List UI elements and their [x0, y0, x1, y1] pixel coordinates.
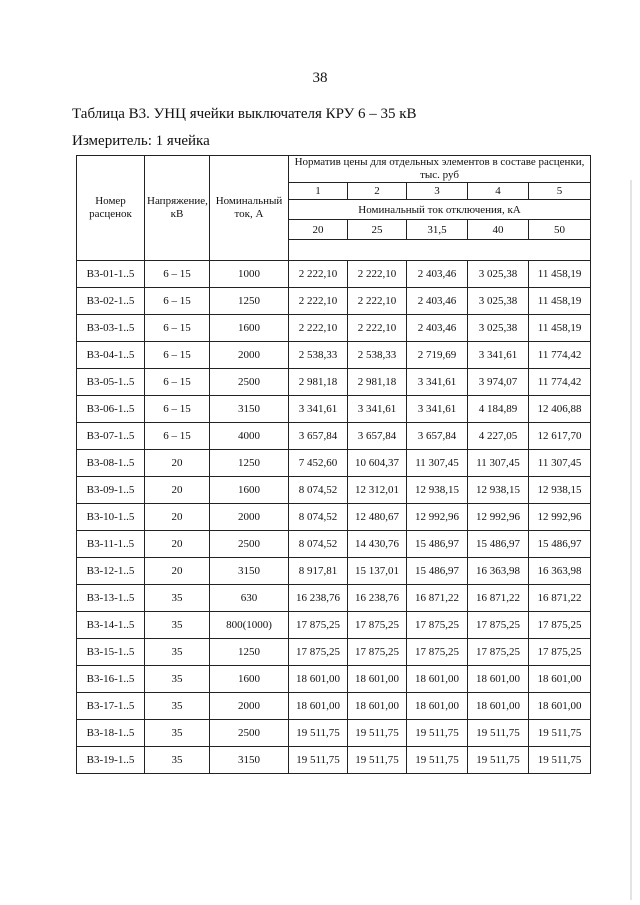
cell-current: 1600 — [210, 477, 289, 504]
scan-edge-line — [630, 180, 632, 900]
cell-price: 17 875,25 — [529, 639, 591, 666]
table-row — [77, 558, 591, 585]
cell-price: 18 601,00 — [289, 693, 348, 720]
header-voltage: Напряжение, кВ — [145, 156, 210, 261]
header-element-number: 5 — [529, 183, 591, 200]
cell-voltage: 35 — [145, 585, 210, 612]
cell-voltage: 6 – 15 — [145, 369, 210, 396]
cell-current: 1250 — [210, 639, 289, 666]
cell-price: 4 227,05 — [468, 423, 529, 450]
cell-price: 3 341,61 — [407, 369, 468, 396]
table-row — [77, 585, 591, 612]
cell-price: 12 480,67 — [348, 504, 407, 531]
cell-voltage: 35 — [145, 720, 210, 747]
cell-voltage: 35 — [145, 747, 210, 774]
cell-price: 11 307,45 — [468, 450, 529, 477]
cell-voltage: 20 — [145, 477, 210, 504]
cell-price: 3 657,84 — [348, 423, 407, 450]
cell-price: 17 875,25 — [407, 639, 468, 666]
cell-current: 3150 — [210, 558, 289, 585]
cell-price: 3 657,84 — [407, 423, 468, 450]
table-row — [77, 423, 591, 450]
cell-price: 2 403,46 — [407, 288, 468, 315]
cell-price: 19 511,75 — [407, 747, 468, 774]
cell-voltage: 6 – 15 — [145, 423, 210, 450]
cell-price: 2 222,10 — [348, 261, 407, 288]
cell-code: В3-12-1..5 — [77, 558, 145, 585]
cell-price: 2 981,18 — [348, 369, 407, 396]
cell-code: В3-05-1..5 — [77, 369, 145, 396]
header-norm-price: Норматив цены для отдельных элементов в составе расценки, тыс. руб — [289, 156, 591, 183]
cell-price: 15 486,97 — [407, 558, 468, 585]
cell-voltage: 35 — [145, 612, 210, 639]
cell-current: 1600 — [210, 315, 289, 342]
cell-code: В3-08-1..5 — [77, 450, 145, 477]
table-row — [77, 315, 591, 342]
cell-current: 2500 — [210, 720, 289, 747]
cell-price: 12 938,15 — [468, 477, 529, 504]
header-element-number: 3 — [407, 183, 468, 200]
cell-price: 18 601,00 — [468, 693, 529, 720]
cell-price: 18 601,00 — [529, 693, 591, 720]
cell-price: 11 458,19 — [529, 288, 591, 315]
header-breaking-value: 50 — [529, 220, 591, 240]
header-breaking-value: 40 — [468, 220, 529, 240]
cell-price: 12 992,96 — [468, 504, 529, 531]
cell-price: 12 312,01 — [348, 477, 407, 504]
cell-current: 1250 — [210, 450, 289, 477]
cell-code: В3-09-1..5 — [77, 477, 145, 504]
cell-price: 16 871,22 — [407, 585, 468, 612]
table-row — [77, 450, 591, 477]
cell-voltage: 20 — [145, 558, 210, 585]
page-number: 38 — [312, 70, 328, 86]
cell-price: 19 511,75 — [348, 747, 407, 774]
cell-current: 2500 — [210, 531, 289, 558]
cell-voltage: 20 — [145, 531, 210, 558]
cell-price: 11 458,19 — [529, 315, 591, 342]
table-row — [77, 288, 591, 315]
table-row — [77, 747, 591, 774]
cell-price: 16 363,98 — [529, 558, 591, 585]
cell-price: 19 511,75 — [529, 720, 591, 747]
cell-current: 1000 — [210, 261, 289, 288]
table-row — [77, 504, 591, 531]
cell-code: В3-17-1..5 — [77, 693, 145, 720]
cell-code: В3-13-1..5 — [77, 585, 145, 612]
header-current: Номинальный ток, А — [210, 156, 289, 261]
cell-price: 2 222,10 — [289, 288, 348, 315]
cell-code: В3-11-1..5 — [77, 531, 145, 558]
cell-code: В3-16-1..5 — [77, 666, 145, 693]
cell-current: 3150 — [210, 747, 289, 774]
cell-price: 17 875,25 — [348, 639, 407, 666]
cell-price: 18 601,00 — [529, 666, 591, 693]
cell-price: 4 184,89 — [468, 396, 529, 423]
cell-price: 2 981,18 — [289, 369, 348, 396]
header-code: Номер расценок — [77, 156, 145, 261]
header-breaking-value: 20 — [289, 220, 348, 240]
cell-price: 19 511,75 — [529, 747, 591, 774]
cell-price: 12 406,88 — [529, 396, 591, 423]
cell-current: 630 — [210, 585, 289, 612]
cell-price: 19 511,75 — [289, 747, 348, 774]
cell-price: 18 601,00 — [348, 666, 407, 693]
header-breaking-value: 31,5 — [407, 220, 468, 240]
cell-price: 19 511,75 — [348, 720, 407, 747]
table-row — [77, 639, 591, 666]
cell-price: 17 875,25 — [407, 612, 468, 639]
cell-price: 16 238,76 — [348, 585, 407, 612]
cell-current: 2500 — [210, 369, 289, 396]
cell-price: 11 458,19 — [529, 261, 591, 288]
cell-price: 3 341,61 — [468, 342, 529, 369]
cell-price: 17 875,25 — [348, 612, 407, 639]
cell-price: 10 604,37 — [348, 450, 407, 477]
cell-current: 3150 — [210, 396, 289, 423]
cell-price: 8 917,81 — [289, 558, 348, 585]
table-row — [77, 693, 591, 720]
cell-code: В3-06-1..5 — [77, 396, 145, 423]
cell-price: 3 025,38 — [468, 261, 529, 288]
cell-price: 8 074,52 — [289, 477, 348, 504]
cell-price: 11 307,45 — [407, 450, 468, 477]
cell-price: 3 341,61 — [407, 396, 468, 423]
cell-price: 12 992,96 — [407, 504, 468, 531]
cell-current: 2000 — [210, 504, 289, 531]
cell-price: 14 430,76 — [348, 531, 407, 558]
cell-price: 16 871,22 — [468, 585, 529, 612]
cell-voltage: 6 – 15 — [145, 261, 210, 288]
cell-code: В3-15-1..5 — [77, 639, 145, 666]
table-body — [77, 261, 591, 774]
table-row — [77, 261, 591, 288]
table-title: Таблица В3. УНЦ ячейки выключателя КРУ 6 – 35 кВ — [72, 106, 417, 122]
table-row — [77, 720, 591, 747]
cell-voltage: 20 — [145, 450, 210, 477]
cell-price: 2 222,10 — [289, 315, 348, 342]
table-row — [77, 612, 591, 639]
cell-current: 800(1000) — [210, 612, 289, 639]
cell-voltage: 35 — [145, 639, 210, 666]
cell-price: 18 601,00 — [407, 693, 468, 720]
cell-current: 1250 — [210, 288, 289, 315]
cell-price: 17 875,25 — [529, 612, 591, 639]
cell-code: В3-14-1..5 — [77, 612, 145, 639]
table-row — [77, 477, 591, 504]
cell-price: 17 875,25 — [468, 639, 529, 666]
cell-price: 11 307,45 — [529, 450, 591, 477]
cell-price: 2 403,46 — [407, 315, 468, 342]
cell-code: В3-07-1..5 — [77, 423, 145, 450]
cell-price: 19 511,75 — [289, 720, 348, 747]
cell-price: 2 403,46 — [407, 261, 468, 288]
cell-price: 17 875,25 — [468, 612, 529, 639]
cell-price: 15 486,97 — [407, 531, 468, 558]
cell-price: 12 992,96 — [529, 504, 591, 531]
cell-price: 18 601,00 — [289, 666, 348, 693]
cell-price: 2 222,10 — [348, 315, 407, 342]
header-breaking-current: Номинальный ток отключения, кА — [289, 200, 591, 220]
cell-price: 8 074,52 — [289, 504, 348, 531]
cell-voltage: 6 – 15 — [145, 315, 210, 342]
cell-price: 11 774,42 — [529, 369, 591, 396]
cell-price: 3 025,38 — [468, 288, 529, 315]
cell-price: 16 871,22 — [529, 585, 591, 612]
cell-price: 16 363,98 — [468, 558, 529, 585]
cell-price: 11 774,42 — [529, 342, 591, 369]
cell-voltage: 35 — [145, 666, 210, 693]
cell-price: 2 222,10 — [289, 261, 348, 288]
cell-price: 19 511,75 — [468, 720, 529, 747]
cell-price: 19 511,75 — [468, 747, 529, 774]
header-element-number: 2 — [348, 183, 407, 200]
cell-price: 12 938,15 — [407, 477, 468, 504]
measure-unit: Измеритель: 1 ячейка — [72, 133, 210, 149]
header-element-number: 1 — [289, 183, 348, 200]
cell-price: 15 137,01 — [348, 558, 407, 585]
table-header — [77, 156, 591, 261]
table-row — [77, 666, 591, 693]
pricing-table — [76, 155, 591, 774]
cell-price: 3 657,84 — [289, 423, 348, 450]
cell-voltage: 6 – 15 — [145, 342, 210, 369]
cell-price: 19 511,75 — [407, 720, 468, 747]
header-row-1 — [77, 156, 591, 183]
cell-price: 2 538,33 — [348, 342, 407, 369]
cell-voltage: 20 — [145, 504, 210, 531]
cell-price: 8 074,52 — [289, 531, 348, 558]
cell-current: 4000 — [210, 423, 289, 450]
cell-voltage: 6 – 15 — [145, 396, 210, 423]
cell-price: 12 617,70 — [529, 423, 591, 450]
cell-price: 3 341,61 — [289, 396, 348, 423]
cell-price: 2 222,10 — [348, 288, 407, 315]
header-element-number: 4 — [468, 183, 529, 200]
cell-code: В3-04-1..5 — [77, 342, 145, 369]
cell-current: 1600 — [210, 666, 289, 693]
cell-price: 2 719,69 — [407, 342, 468, 369]
cell-price: 12 938,15 — [529, 477, 591, 504]
cell-price: 16 238,76 — [289, 585, 348, 612]
cell-code: В3-10-1..5 — [77, 504, 145, 531]
table-row — [77, 369, 591, 396]
cell-current: 2000 — [210, 342, 289, 369]
table-row — [77, 342, 591, 369]
cell-price: 17 875,25 — [289, 612, 348, 639]
cell-price: 7 452,60 — [289, 450, 348, 477]
cell-code: В3-03-1..5 — [77, 315, 145, 342]
cell-price: 18 601,00 — [468, 666, 529, 693]
table-row — [77, 531, 591, 558]
table-row — [77, 396, 591, 423]
cell-price: 15 486,97 — [468, 531, 529, 558]
cell-voltage: 35 — [145, 693, 210, 720]
cell-price: 18 601,00 — [348, 693, 407, 720]
cell-price: 18 601,00 — [407, 666, 468, 693]
cell-price: 3 974,07 — [468, 369, 529, 396]
cell-code: В3-01-1..5 — [77, 261, 145, 288]
cell-code: В3-19-1..5 — [77, 747, 145, 774]
cell-price: 3 341,61 — [348, 396, 407, 423]
header-breaking-value: 25 — [348, 220, 407, 240]
cell-price: 2 538,33 — [289, 342, 348, 369]
header-spacer — [289, 240, 591, 261]
cell-price: 3 025,38 — [468, 315, 529, 342]
cell-price: 15 486,97 — [529, 531, 591, 558]
cell-code: В3-18-1..5 — [77, 720, 145, 747]
cell-code: В3-02-1..5 — [77, 288, 145, 315]
cell-price: 17 875,25 — [289, 639, 348, 666]
cell-voltage: 6 – 15 — [145, 288, 210, 315]
cell-current: 2000 — [210, 693, 289, 720]
